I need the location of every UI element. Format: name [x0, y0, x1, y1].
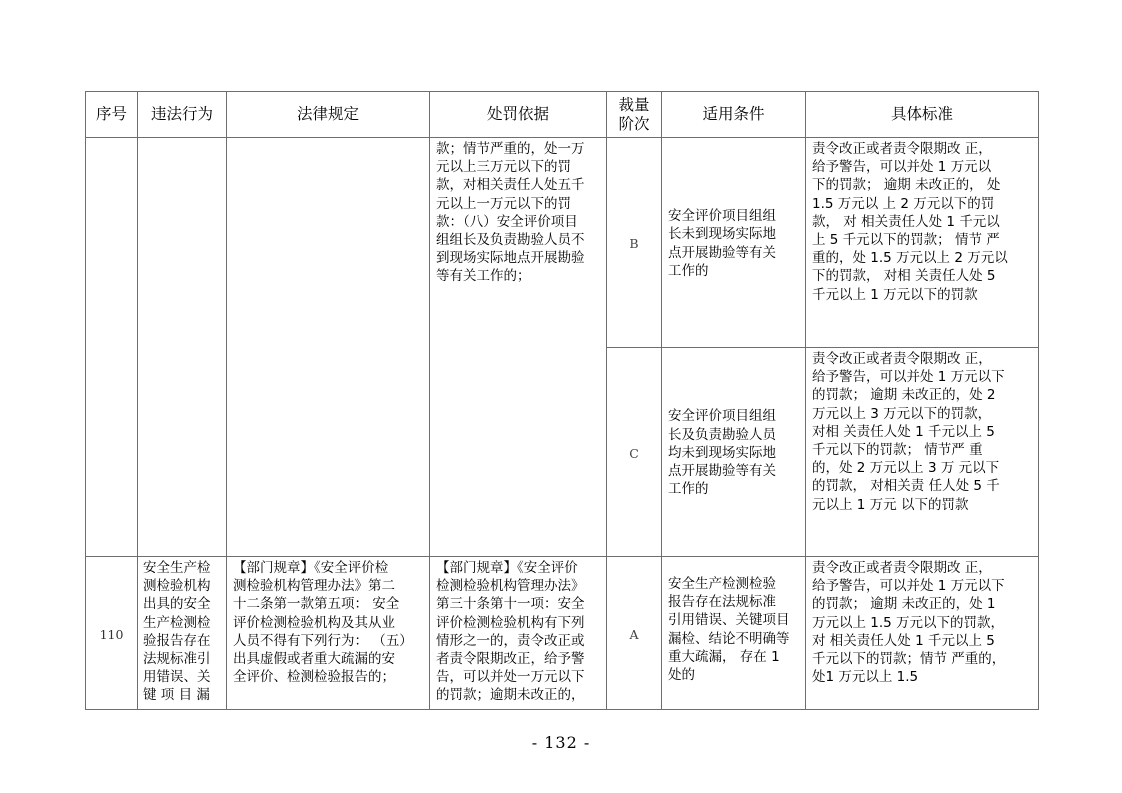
condition-text: 安全评价项目组组 长未到现场实际地 点开展勘验等有关 工作的 [668, 208, 776, 279]
standard-text: 责令改正或者责令限期改 正， 给予警告，可以并处 1 万元以 下的罚款； 逾期 未改正的， 处 1.5 万元以 上 2 万元以下的罚 款， 对 相关责任人处 1 千元以 上 5 千元以下的罚款； 情节 严 重的，处 1.5 万元以上 2 万元以 下的罚款， 对相 关责任人处 5 千元以上 1 万元以下的罚款 [812, 141, 1008, 303]
table-header-row [86, 92, 1039, 138]
condition-text: 安全生产检测检验 报告存在法规标准 引用错误、关键项目 漏检、结论不明确等 重大疏漏， 存在 1 处的 [668, 576, 790, 684]
header-behavior: 违法行为 [138, 92, 227, 138]
basis-cell [430, 138, 607, 557]
condition-text: 安全评价项目组组 长及负责勘验人员 均未到现场实际地 点开展勘验等有关 工作的 [668, 408, 776, 498]
header-condition: 适用条件 [662, 92, 806, 138]
level-label: C [629, 445, 639, 461]
condition-cell [662, 557, 806, 710]
level-label: B [629, 236, 639, 251]
table-row [86, 557, 1039, 710]
law-cell-empty [227, 138, 430, 557]
condition-cell [662, 138, 806, 348]
header-standard: 具体标准 [806, 92, 1039, 138]
behavior-cell-empty [138, 138, 227, 557]
condition-cell [662, 348, 806, 557]
seq-number: 110 [99, 626, 124, 642]
level-cell [607, 557, 662, 710]
standard-cell [806, 348, 1039, 557]
penalty-table [85, 91, 1039, 710]
basis-text: 款；情节严重的，处一万 元以上三万元以下的罚 款，对相关责任人处五千 元以上一万元以下的罚 款：（八）安全评价项目 组组长及负责勘验人员不 到现场实际地点开展勘验 等有关工作的； [436, 141, 585, 285]
seq-cell [86, 557, 138, 710]
page-number: - 132 - [531, 733, 591, 752]
table-row [86, 138, 1039, 348]
header-law: 法律规定 [227, 92, 430, 138]
level-label: A [629, 626, 639, 642]
level-cell [607, 138, 662, 348]
header-basis: 处罚依据 [430, 92, 607, 138]
behavior-text: 安全生产检 测检验机构 出具的安全 生产检测检 验报告存在 法规标准引 用错误、关 键 项 目 漏 [143, 560, 211, 704]
law-cell [227, 557, 430, 710]
standard-text: 责令改正或者责令限期改 正， 给予警告，可以并处 1 万元以下 的罚款； 逾期 未改正的，处 1 万元以上 1.5 万元以下的罚款， 对 相关责任人处 1 千元以上 5 千元以下的罚款；情节 严重的， 处1 万元以上 1.5 [812, 560, 1006, 686]
behavior-cell [138, 557, 227, 710]
basis-cell [430, 557, 607, 710]
standard-cell [806, 557, 1039, 710]
law-text: 【部门规章】《安全评价检 测检验机构管理办法》第二 十二条第一款第五项： 安全 评价检测检验机构及其从业 人员不得有下列行为： （五） 出具虚假或者重大疏漏的安 全评价、检测检验报告的； [233, 560, 413, 686]
standard-cell [806, 138, 1039, 348]
seq-cell-empty [86, 138, 138, 557]
level-cell [607, 348, 662, 557]
standard-text: 责令改正或者责令限期改 正， 给予警告，可以并处 1 万元以下 的罚款； 逾期 未改正的，处 2 万元以上 3 万元以下的罚款， 对相 关责任人处 1 千元以上 5 千元以下的罚款； 情节严 重 的，处 2 万元以上 3 万 元以下 的罚款， 对相关责 任人处 5 千 元以上 1 万元 以下的罚款 [812, 351, 1005, 513]
header-seq: 序号 [86, 92, 138, 138]
basis-text: 【部门规章】《安全评价 检测检验机构管理办法》 第三十条第十一项：安全 评价检测检验机构有下列 情形之一的，责令改正或 者责令限期改正，给予警 告，可以并处一万元以下 的罚款；逾期未改正的， [436, 560, 585, 704]
header-level: 裁量 阶次 [607, 92, 662, 138]
